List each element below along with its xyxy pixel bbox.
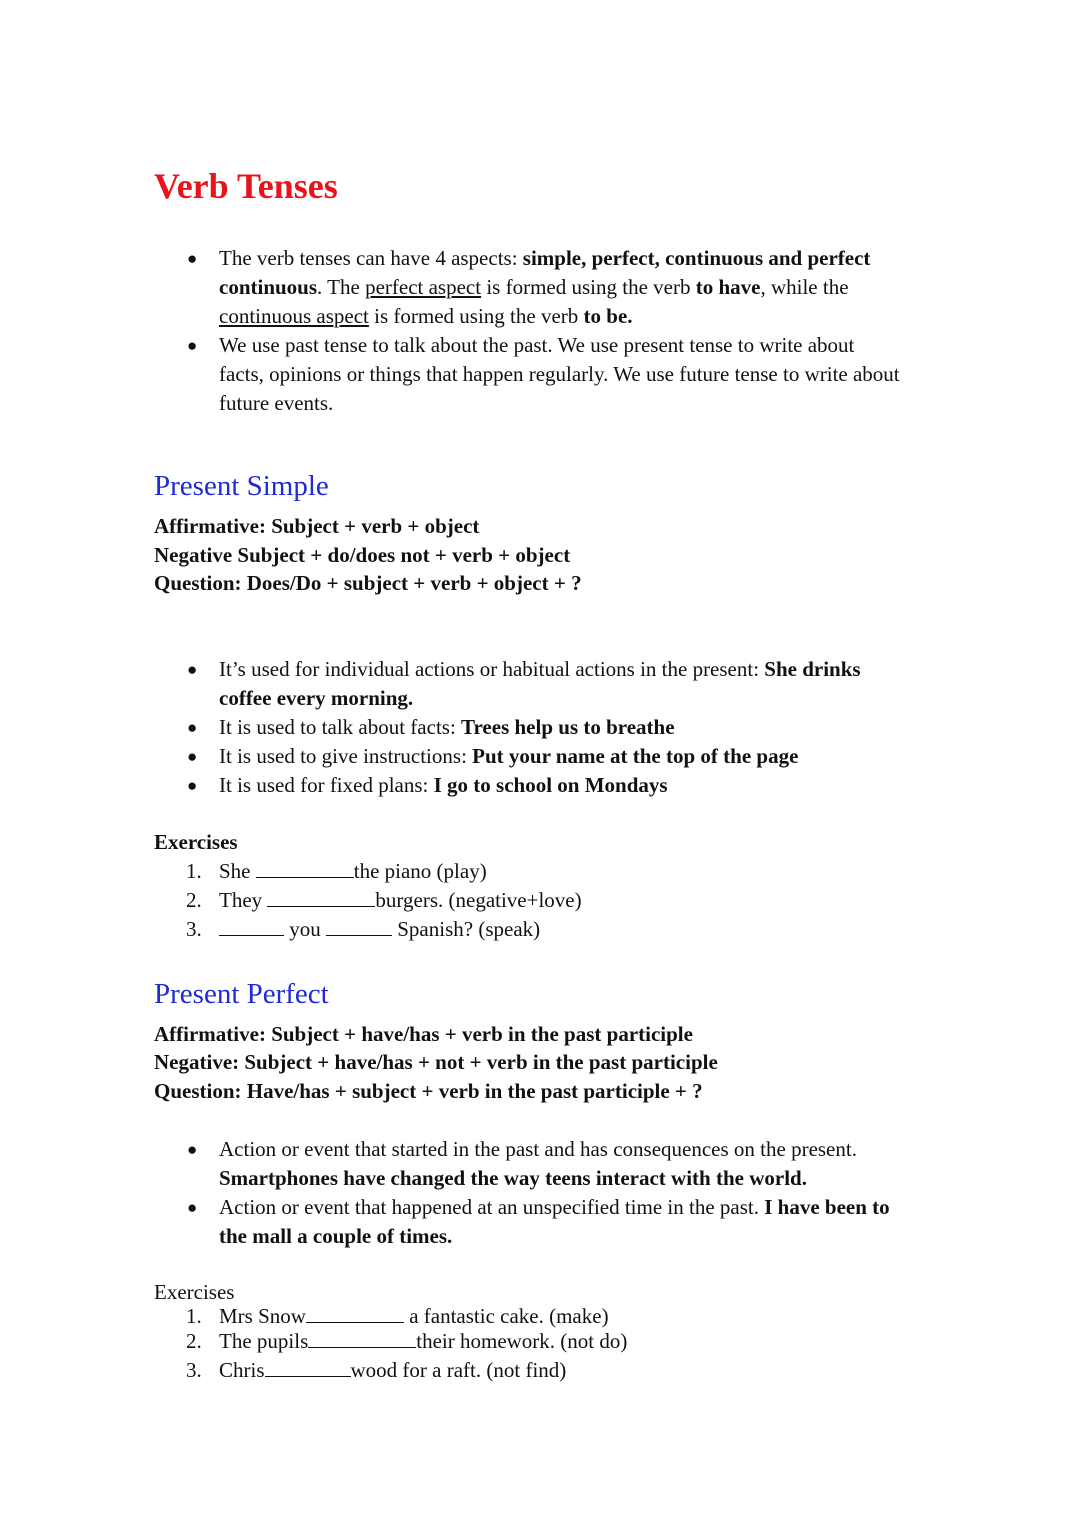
present-simple-use-4: It is used for fixed plans: I go to school on Mondays xyxy=(219,773,668,797)
intro-bullet-2-line-1: We use past tense to talk about the past. We use present tense to write about xyxy=(219,333,855,357)
bullet-icon xyxy=(187,655,197,684)
answer-blank[interactable] xyxy=(326,916,392,936)
intro-bullet-2-line-3: future events. xyxy=(219,391,334,415)
present-perfect-exercise-2: The pupils their homework. (not do) xyxy=(219,1329,628,1353)
page-title: Verb Tenses xyxy=(154,166,338,206)
bullet-icon xyxy=(187,771,197,800)
present-perfect-question: Question: Have/has + subject + verb in the past participle + ? xyxy=(154,1079,703,1103)
perfect-aspect-term: perfect aspect xyxy=(365,275,482,299)
present-perfect-heading: Present Perfect xyxy=(154,978,329,1010)
bullet-icon xyxy=(187,1135,197,1164)
list-number: 1. xyxy=(186,859,202,883)
present-perfect-use-2-line-2: the mall a couple of times. xyxy=(219,1224,453,1248)
list-number: 1. xyxy=(186,1304,202,1328)
continuous-aspect-term: continuous aspect xyxy=(219,304,369,328)
present-perfect-affirmative: Affirmative: Subject + have/has + verb in the past participle xyxy=(154,1022,693,1046)
bullet-icon xyxy=(187,742,197,771)
answer-blank[interactable] xyxy=(256,858,354,878)
present-simple-use-3: It is used to give instructions: Put your name at the top of the page xyxy=(219,744,799,768)
present-perfect-use-2-line-1: Action or event that happened at an unspecified time in the past. I have been to xyxy=(219,1195,890,1219)
bullet-icon xyxy=(187,244,197,273)
present-simple-exercises-label: Exercises xyxy=(154,830,238,854)
list-number: 3. xyxy=(186,917,202,941)
list-number: 2. xyxy=(186,888,202,912)
present-simple-affirmative: Affirmative: Subject + verb + object xyxy=(154,514,480,538)
present-perfect-use-1-line-2: Smartphones have changed the way teens interact with the world. xyxy=(219,1166,807,1190)
present-perfect-exercises-label: Exercises xyxy=(154,1280,235,1304)
present-simple-exercise-3: you Spanish? (speak) xyxy=(219,915,540,944)
bullet-icon xyxy=(187,1193,197,1222)
present-simple-negative: Negative Subject + do/does not + verb + object xyxy=(154,543,571,567)
present-simple-exercise-2: They burgers. (negative+love) xyxy=(219,888,582,912)
intro-bullet-2-line-2: facts, opinions or things that happen regularly. We use future tense to write about xyxy=(219,362,900,386)
intro-bullet-1-line-2: continuous. The perfect aspect is formed using the verb to have, while the xyxy=(219,275,849,299)
answer-blank[interactable] xyxy=(306,1303,404,1323)
list-number: 2. xyxy=(186,1329,202,1353)
answer-blank[interactable] xyxy=(308,1328,416,1348)
present-perfect-exercise-3: Chris wood for a raft. (not find) xyxy=(219,1358,567,1382)
bullet-icon xyxy=(187,713,197,742)
answer-blank[interactable] xyxy=(219,916,284,936)
present-simple-heading: Present Simple xyxy=(154,470,329,502)
list-number: 3. xyxy=(186,1358,202,1382)
present-simple-use-1-line-1: It’s used for individual actions or habitual actions in the present: She drinks xyxy=(219,657,861,681)
present-perfect-exercise-1: Mrs Snow a fantastic cake. (make) xyxy=(219,1304,609,1328)
present-simple-question: Question: Does/Do + subject + verb + object + ? xyxy=(154,571,582,595)
present-perfect-use-1-line-1: Action or event that started in the past and has consequences on the present. xyxy=(219,1137,857,1161)
bullet-icon xyxy=(187,331,197,360)
answer-blank[interactable] xyxy=(265,1357,351,1377)
present-simple-exercise-1: She the piano (play) xyxy=(219,859,487,883)
intro-bullet-1-line-1: The verb tenses can have 4 aspects: simple, perfect, continuous and perfect xyxy=(219,246,871,270)
present-simple-use-2: It is used to talk about facts: Trees help us to breathe xyxy=(219,715,675,739)
answer-blank[interactable] xyxy=(267,887,375,907)
intro-bullet-1-line-3: continuous aspect is formed using the verb to be. xyxy=(219,304,633,328)
present-simple-use-1-line-2: coffee every morning. xyxy=(219,686,414,710)
present-perfect-negative: Negative: Subject + have/has + not + verb in the past participle xyxy=(154,1050,718,1074)
